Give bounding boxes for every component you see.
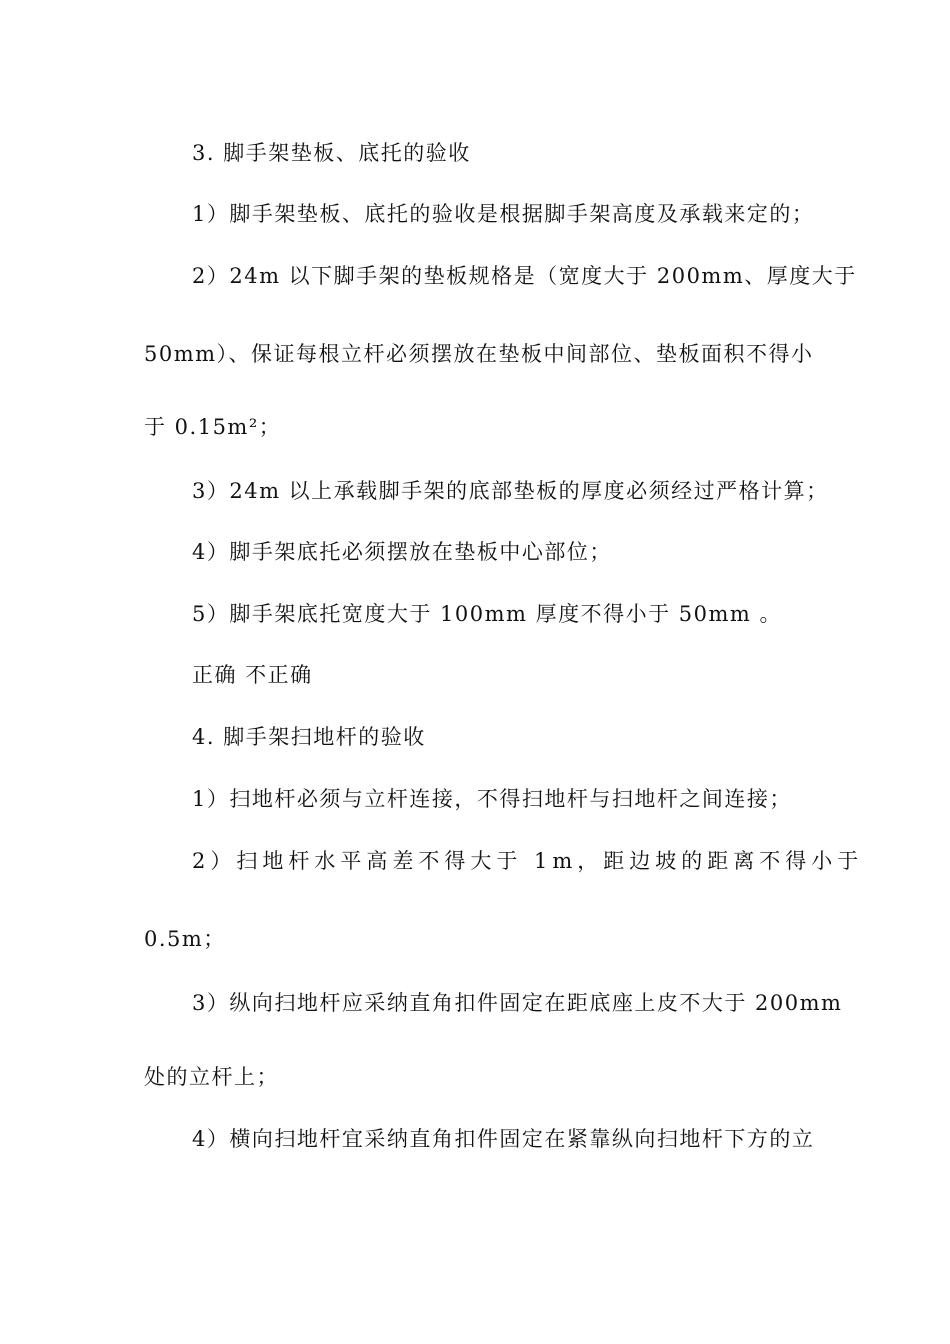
paragraph-line: 3）24m 以上承载脚手架的底部垫板的厚度必须经过严格计算； [192, 479, 829, 503]
answer-options: 正确 不正确 [192, 663, 313, 687]
paragraph-line: 2）扫地杆水平高差不得大于 1m，距边坡的距离不得小于 [192, 849, 864, 873]
paragraph-line: 处的立杆上； [144, 1065, 279, 1089]
paragraph-line: 50mm）、保证每根立杆必须摆放在垫板中间部位、垫板面积不得小 [144, 342, 814, 366]
paragraph-line: 1）扫地杆必须与立杆连接，不得扫地杆与扫地杆之间连接； [192, 787, 792, 811]
paragraph-line: 4）横向扫地杆宜采纳直角扣件固定在紧靠纵向扫地杆下方的立 [192, 1127, 815, 1151]
paragraph-line: 0.5m； [144, 927, 226, 951]
section-heading-3: 3. 脚手架垫板、底托的验收 [192, 141, 471, 165]
section-heading-4: 4. 脚手架扫地杆的验收 [192, 725, 426, 749]
paragraph-line: 3）纵向扫地杆应采纳直角扣件固定在距底座上皮不大于 200mm [192, 991, 843, 1015]
paragraph-line: 5）脚手架底托宽度大于 100mm 厚度不得小于 50mm 。 [192, 602, 783, 626]
paragraph-line: 于 0.15m²； [144, 415, 282, 439]
paragraph-line: 2）24m 以下脚手架的垫板规格是（宽度大于 200mm、厚度大于 [192, 264, 857, 288]
paragraph-line: 1）脚手架垫板、底托的验收是根据脚手架高度及承载来定的； [192, 202, 815, 226]
paragraph-line: 4）脚手架底托必须摆放在垫板中心部位； [192, 540, 612, 564]
